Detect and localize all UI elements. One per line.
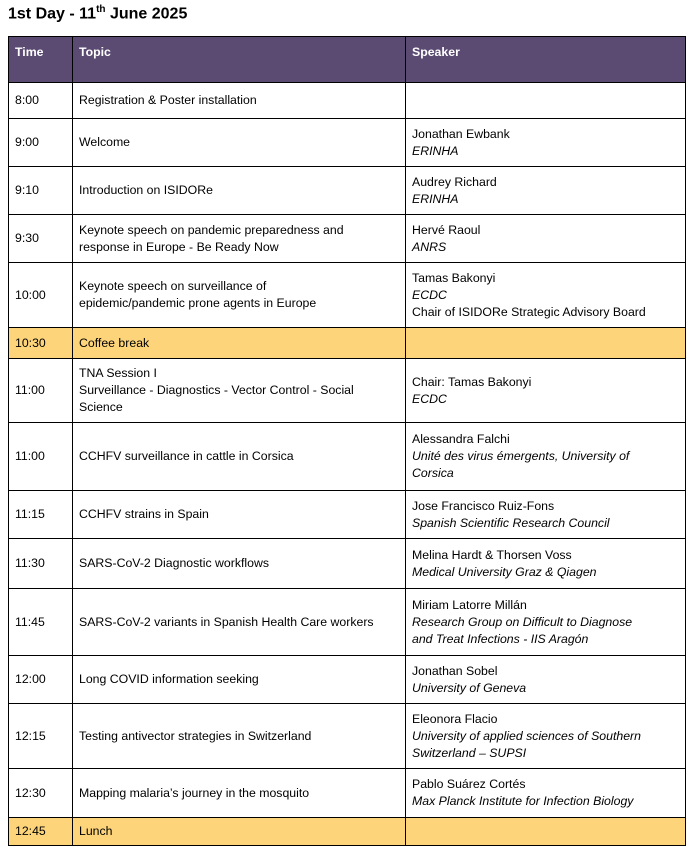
- topic-cell: [73, 263, 406, 328]
- table-row: [9, 119, 686, 167]
- title-suffix: June 2025: [105, 5, 188, 23]
- table-row: [9, 328, 686, 359]
- topic-cell: [73, 818, 406, 846]
- topic-line: Long COVID information seeking: [79, 672, 259, 686]
- speaker-cell: [406, 769, 686, 818]
- topic-line: Keynote speech on pandemic preparedness and: [79, 222, 344, 237]
- speaker-affiliation: Switzerland – SUPSI: [412, 745, 527, 760]
- speaker-name: Jonathan Sobel: [412, 663, 498, 678]
- header-speaker: Speaker: [406, 37, 686, 83]
- time-cell: 11:45: [9, 589, 73, 656]
- page-title: [8, 4, 187, 23]
- time-cell: 11:15: [9, 491, 73, 539]
- speaker-cell: [406, 263, 686, 328]
- table-row: [9, 167, 686, 215]
- table-row: [9, 491, 686, 539]
- speaker-affiliation: University of Geneva: [412, 680, 527, 695]
- speaker-name: Jonathan Ewbank: [412, 126, 510, 141]
- speaker-cell: [406, 704, 686, 769]
- topic-line: Coffee break: [79, 335, 150, 350]
- speaker-name: Tamas Bakonyi: [412, 270, 496, 285]
- speaker-cell: [406, 359, 686, 423]
- time-cell: 12:15: [9, 704, 73, 769]
- time-cell: 9:00: [9, 119, 73, 167]
- time-cell: 12:45: [9, 818, 73, 846]
- topic-cell: [73, 328, 406, 359]
- topic-cell: [73, 83, 406, 119]
- topic-line: SARS-CoV-2 Diagnostic workflows: [79, 556, 269, 570]
- speaker-cell: [406, 328, 686, 359]
- topic-cell: [73, 215, 406, 263]
- table-row: [9, 656, 686, 704]
- time-cell: 10:30: [9, 328, 73, 359]
- speaker-affiliation: ERINHA: [412, 143, 459, 158]
- table-row: [9, 769, 686, 818]
- speaker-affiliation: and Treat Infections - IIS Aragón: [412, 631, 589, 646]
- topic-cell: [73, 119, 406, 167]
- time-cell: 9:30: [9, 215, 73, 263]
- speaker-cell: [406, 539, 686, 589]
- topic-line: Testing antivector strategies in Switzerland: [79, 728, 312, 743]
- time-cell: 11:30: [9, 539, 73, 589]
- speaker-cell: [406, 423, 686, 491]
- table-row: [9, 359, 686, 423]
- speaker-affiliation: University of applied sciences of Southern: [412, 728, 641, 743]
- topic-line: Science: [79, 400, 123, 414]
- topic-cell: [73, 539, 406, 589]
- speaker-name: Pablo Suárez Cortés: [412, 777, 526, 791]
- title-superscript: th: [96, 4, 106, 15]
- topic-line: Registration & Poster installation: [79, 93, 257, 107]
- speaker-cell: [406, 167, 686, 215]
- time-cell: 12:30: [9, 769, 73, 818]
- speaker-cell: [406, 656, 686, 704]
- topic-line: Mapping malaria’s journey in the mosquito: [79, 785, 310, 800]
- topic-line: CCHFV surveillance in cattle in Corsica: [79, 449, 294, 463]
- header-topic: Topic: [73, 37, 406, 83]
- speaker-cell: [406, 589, 686, 656]
- speaker-name: Chair: Tamas Bakonyi: [412, 374, 532, 389]
- topic-line: response in Europe - Be Ready Now: [79, 239, 279, 254]
- speaker-name: Jose Francisco Ruiz-Fons: [412, 498, 555, 513]
- table-row: [9, 704, 686, 769]
- schedule-table: [8, 36, 686, 846]
- speaker-affiliation: Unité des virus émergents, University of: [412, 449, 630, 463]
- speaker-cell: [406, 119, 686, 167]
- speaker-name: Eleonora Flacio: [412, 711, 498, 726]
- speaker-affiliation: ECDC: [412, 287, 447, 302]
- topic-cell: [73, 423, 406, 491]
- topic-cell: [73, 769, 406, 818]
- topic-line: Keynote speech on surveillance of: [79, 279, 267, 293]
- time-cell: 10:00: [9, 263, 73, 328]
- time-cell: 9:10: [9, 167, 73, 215]
- speaker-name: Alessandra Falchi: [412, 432, 510, 446]
- topic-line: SARS-CoV-2 variants in Spanish Health Care workers: [79, 614, 374, 629]
- table-row: [9, 589, 686, 656]
- topic-line: Surveillance - Diagnostics - Vector Control - Social: [79, 383, 354, 397]
- speaker-name: Melina Hardt & Thorsen Voss: [412, 547, 572, 562]
- speaker-name: Miriam Latorre Millán: [412, 597, 527, 612]
- speaker-name: Audrey Richard: [412, 174, 497, 189]
- topic-line: TNA Session I: [79, 366, 157, 380]
- time-cell: 12:00: [9, 656, 73, 704]
- time-cell: 11:00: [9, 423, 73, 491]
- speaker-cell: [406, 83, 686, 119]
- speaker-name: Chair of ISIDORe Strategic Advisory Board: [412, 304, 646, 319]
- header-time: Time: [9, 37, 73, 83]
- speaker-cell: [406, 215, 686, 263]
- header-row: [9, 37, 686, 83]
- topic-line: Welcome: [79, 135, 131, 149]
- topic-line: epidemic/pandemic prone agents in Europe: [79, 296, 317, 310]
- table-row: [9, 818, 686, 846]
- topic-cell: [73, 167, 406, 215]
- table-row: [9, 215, 686, 263]
- topic-cell: [73, 589, 406, 656]
- speaker-affiliation: Spanish Scientific Research Council: [412, 515, 610, 530]
- table-row: [9, 263, 686, 328]
- speaker-cell: [406, 818, 686, 846]
- speaker-affiliation: Max Planck Institute for Infection Biology: [412, 794, 634, 808]
- topic-cell: [73, 359, 406, 423]
- topic-line: CCHFV strains in Spain: [79, 507, 209, 521]
- table-row: [9, 539, 686, 589]
- topic-cell: [73, 656, 406, 704]
- speaker-name: Hervé Raoul: [412, 222, 481, 237]
- speaker-affiliation: ECDC: [412, 391, 447, 406]
- title-prefix: 1st Day - 11: [8, 5, 97, 23]
- table-row: [9, 423, 686, 491]
- schedule-body: [9, 83, 686, 846]
- speaker-affiliation: ANRS: [412, 239, 447, 254]
- time-cell: 11:00: [9, 359, 73, 423]
- speaker-cell: [406, 491, 686, 539]
- time-cell: 8:00: [9, 83, 73, 119]
- table-row: [9, 83, 686, 119]
- speaker-affiliation: ERINHA: [412, 191, 459, 206]
- speaker-affiliation: Medical University Graz & Qiagen: [412, 564, 597, 579]
- topic-cell: [73, 491, 406, 539]
- topic-cell: [73, 704, 406, 769]
- speaker-affiliation: Corsica: [412, 466, 454, 480]
- topic-line: Introduction on ISIDORe: [79, 183, 213, 197]
- topic-line: Lunch: [79, 824, 113, 838]
- speaker-affiliation: Research Group on Difficult to Diagnose: [412, 614, 633, 629]
